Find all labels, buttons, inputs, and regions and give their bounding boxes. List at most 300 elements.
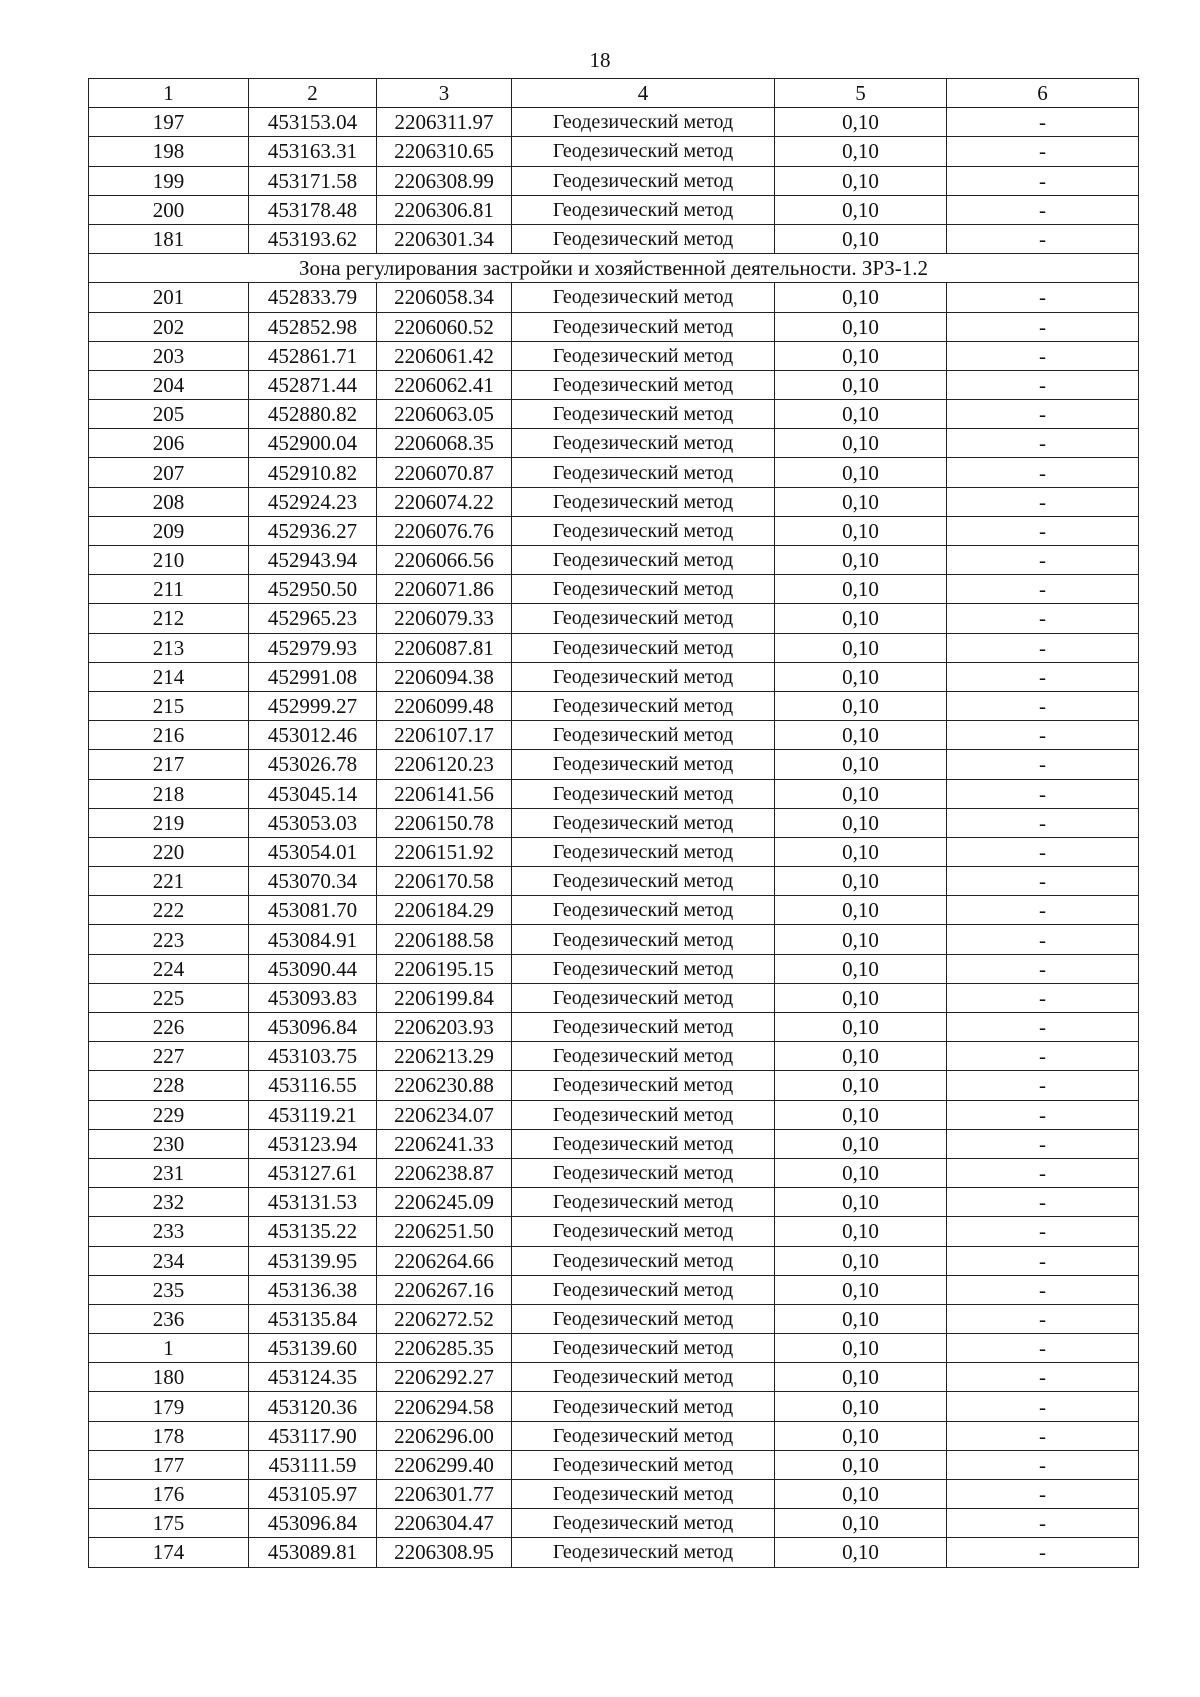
- point-number-cell: 231: [89, 1158, 249, 1187]
- accuracy-cell: 0,10: [775, 721, 947, 750]
- table-row: [89, 546, 1139, 575]
- accuracy-cell: 0,10: [775, 575, 947, 604]
- x-coordinate-cell: 453163.31: [249, 137, 377, 166]
- method-cell: Геодезический метод: [512, 954, 775, 983]
- column-header: 5: [775, 79, 947, 108]
- x-coordinate-cell: 453119.21: [249, 1100, 377, 1129]
- note-cell: -: [947, 1217, 1139, 1246]
- method-cell: Геодезический метод: [512, 400, 775, 429]
- x-coordinate-cell: 453054.01: [249, 837, 377, 866]
- x-coordinate-cell: 453135.84: [249, 1304, 377, 1333]
- accuracy-cell: 0,10: [775, 633, 947, 662]
- method-cell: Геодезический метод: [512, 1509, 775, 1538]
- table-row: [89, 604, 1139, 633]
- x-coordinate-cell: 453081.70: [249, 896, 377, 925]
- x-coordinate-cell: 453117.90: [249, 1421, 377, 1450]
- note-cell: -: [947, 166, 1139, 195]
- point-number-cell: 225: [89, 983, 249, 1012]
- accuracy-cell: 0,10: [775, 1509, 947, 1538]
- method-cell: Геодезический метод: [512, 896, 775, 925]
- x-coordinate-cell: 452950.50: [249, 575, 377, 604]
- x-coordinate-cell: 453111.59: [249, 1450, 377, 1479]
- accuracy-cell: 0,10: [775, 1275, 947, 1304]
- column-header: 6: [947, 79, 1139, 108]
- note-cell: -: [947, 224, 1139, 253]
- y-coordinate-cell: 2206230.88: [377, 1071, 512, 1100]
- method-cell: Геодезический метод: [512, 341, 775, 370]
- accuracy-cell: 0,10: [775, 1450, 947, 1479]
- y-coordinate-cell: 2206071.86: [377, 575, 512, 604]
- y-coordinate-cell: 2206060.52: [377, 312, 512, 341]
- x-coordinate-cell: 452910.82: [249, 458, 377, 487]
- y-coordinate-cell: 2206272.52: [377, 1304, 512, 1333]
- y-coordinate-cell: 2206213.29: [377, 1042, 512, 1071]
- point-number-cell: 181: [89, 224, 249, 253]
- note-cell: -: [947, 1100, 1139, 1129]
- note-cell: -: [947, 575, 1139, 604]
- x-coordinate-cell: 452943.94: [249, 546, 377, 575]
- method-cell: Геодезический метод: [512, 1304, 775, 1333]
- y-coordinate-cell: 2206251.50: [377, 1217, 512, 1246]
- table-row: [89, 1100, 1139, 1129]
- point-number-cell: 223: [89, 925, 249, 954]
- table-row: [89, 1421, 1139, 1450]
- y-coordinate-cell: 2206308.99: [377, 166, 512, 195]
- table-row: [89, 1363, 1139, 1392]
- y-coordinate-cell: 2206068.35: [377, 429, 512, 458]
- point-number-cell: 206: [89, 429, 249, 458]
- point-number-cell: 234: [89, 1246, 249, 1275]
- note-cell: -: [947, 925, 1139, 954]
- note-cell: -: [947, 779, 1139, 808]
- table-row: [89, 1158, 1139, 1187]
- accuracy-cell: 0,10: [775, 837, 947, 866]
- point-number-cell: 207: [89, 458, 249, 487]
- point-number-cell: 204: [89, 370, 249, 399]
- table-body: [89, 108, 1139, 1567]
- table-row: [89, 1450, 1139, 1479]
- point-number-cell: 228: [89, 1071, 249, 1100]
- y-coordinate-cell: 2206062.41: [377, 370, 512, 399]
- x-coordinate-cell: 453178.48: [249, 195, 377, 224]
- table-row: [89, 1509, 1139, 1538]
- note-cell: -: [947, 1042, 1139, 1071]
- method-cell: Геодезический метод: [512, 1100, 775, 1129]
- y-coordinate-cell: 2206188.58: [377, 925, 512, 954]
- accuracy-cell: 0,10: [775, 1421, 947, 1450]
- point-number-cell: 208: [89, 487, 249, 516]
- point-number-cell: 197: [89, 108, 249, 137]
- method-cell: Геодезический метод: [512, 1275, 775, 1304]
- table-row: [89, 896, 1139, 925]
- method-cell: Геодезический метод: [512, 1246, 775, 1275]
- method-cell: Геодезический метод: [512, 1158, 775, 1187]
- y-coordinate-cell: 2206076.76: [377, 516, 512, 545]
- table-row: [89, 837, 1139, 866]
- accuracy-cell: 0,10: [775, 516, 947, 545]
- note-cell: -: [947, 896, 1139, 925]
- table-row: [89, 487, 1139, 516]
- method-cell: Геодезический метод: [512, 283, 775, 312]
- method-cell: Геодезический метод: [512, 925, 775, 954]
- note-cell: -: [947, 867, 1139, 896]
- table-row: [89, 341, 1139, 370]
- table-row: [89, 1129, 1139, 1158]
- x-coordinate-cell: 453127.61: [249, 1158, 377, 1187]
- note-cell: -: [947, 633, 1139, 662]
- accuracy-cell: 0,10: [775, 312, 947, 341]
- method-cell: Геодезический метод: [512, 1538, 775, 1567]
- method-cell: Геодезический метод: [512, 370, 775, 399]
- note-cell: -: [947, 370, 1139, 399]
- point-number-cell: 215: [89, 691, 249, 720]
- point-number-cell: 179: [89, 1392, 249, 1421]
- table-row: [89, 1392, 1139, 1421]
- method-cell: Геодезический метод: [512, 195, 775, 224]
- accuracy-cell: 0,10: [775, 1042, 947, 1071]
- accuracy-cell: 0,10: [775, 983, 947, 1012]
- point-number-cell: 217: [89, 750, 249, 779]
- x-coordinate-cell: 453139.95: [249, 1246, 377, 1275]
- y-coordinate-cell: 2206066.56: [377, 546, 512, 575]
- accuracy-cell: 0,10: [775, 662, 947, 691]
- table-row: [89, 750, 1139, 779]
- method-cell: Геодезический метод: [512, 633, 775, 662]
- note-cell: -: [947, 1275, 1139, 1304]
- x-coordinate-cell: 452991.08: [249, 662, 377, 691]
- table-row: [89, 925, 1139, 954]
- note-cell: -: [947, 1480, 1139, 1509]
- point-number-cell: 227: [89, 1042, 249, 1071]
- table-row: [89, 429, 1139, 458]
- accuracy-cell: 0,10: [775, 896, 947, 925]
- method-cell: Геодезический метод: [512, 604, 775, 633]
- accuracy-cell: 0,10: [775, 487, 947, 516]
- note-cell: -: [947, 1188, 1139, 1217]
- method-cell: Геодезический метод: [512, 721, 775, 750]
- note-cell: -: [947, 546, 1139, 575]
- point-number-cell: 199: [89, 166, 249, 195]
- accuracy-cell: 0,10: [775, 166, 947, 195]
- note-cell: -: [947, 1421, 1139, 1450]
- x-coordinate-cell: 452833.79: [249, 283, 377, 312]
- point-number-cell: 213: [89, 633, 249, 662]
- table-row: [89, 195, 1139, 224]
- accuracy-cell: 0,10: [775, 458, 947, 487]
- x-coordinate-cell: 452900.04: [249, 429, 377, 458]
- y-coordinate-cell: 2206099.48: [377, 691, 512, 720]
- point-number-cell: 216: [89, 721, 249, 750]
- accuracy-cell: 0,10: [775, 1071, 947, 1100]
- method-cell: Геодезический метод: [512, 1129, 775, 1158]
- table-row: [89, 166, 1139, 195]
- table-row: [89, 954, 1139, 983]
- point-number-cell: 229: [89, 1100, 249, 1129]
- y-coordinate-cell: 2206238.87: [377, 1158, 512, 1187]
- point-number-cell: 209: [89, 516, 249, 545]
- method-cell: Геодезический метод: [512, 867, 775, 896]
- x-coordinate-cell: 453153.04: [249, 108, 377, 137]
- note-cell: -: [947, 341, 1139, 370]
- note-cell: -: [947, 458, 1139, 487]
- accuracy-cell: 0,10: [775, 546, 947, 575]
- table-row: [89, 867, 1139, 896]
- table-row: [89, 633, 1139, 662]
- table-row: [89, 1304, 1139, 1333]
- note-cell: -: [947, 1538, 1139, 1567]
- method-cell: Геодезический метод: [512, 1392, 775, 1421]
- table-row: [89, 1246, 1139, 1275]
- method-cell: Геодезический метод: [512, 983, 775, 1012]
- note-cell: -: [947, 429, 1139, 458]
- accuracy-cell: 0,10: [775, 1392, 947, 1421]
- y-coordinate-cell: 2206151.92: [377, 837, 512, 866]
- column-header: 4: [512, 79, 775, 108]
- method-cell: Геодезический метод: [512, 516, 775, 545]
- method-cell: Геодезический метод: [512, 224, 775, 253]
- coordinates-table: [88, 78, 1139, 1568]
- table-row: [89, 983, 1139, 1012]
- y-coordinate-cell: 2206170.58: [377, 867, 512, 896]
- method-cell: Геодезический метод: [512, 575, 775, 604]
- x-coordinate-cell: 453096.84: [249, 1509, 377, 1538]
- table-row: [89, 1013, 1139, 1042]
- note-cell: -: [947, 662, 1139, 691]
- accuracy-cell: 0,10: [775, 1217, 947, 1246]
- note-cell: -: [947, 691, 1139, 720]
- y-coordinate-cell: 2206150.78: [377, 808, 512, 837]
- table-row: [89, 400, 1139, 429]
- point-number-cell: 1: [89, 1334, 249, 1363]
- x-coordinate-cell: 453096.84: [249, 1013, 377, 1042]
- table-row: [89, 458, 1139, 487]
- method-cell: Геодезический метод: [512, 108, 775, 137]
- accuracy-cell: 0,10: [775, 400, 947, 429]
- point-number-cell: 201: [89, 283, 249, 312]
- y-coordinate-cell: 2206301.77: [377, 1480, 512, 1509]
- column-header: 1: [89, 79, 249, 108]
- note-cell: -: [947, 1129, 1139, 1158]
- x-coordinate-cell: 452852.98: [249, 312, 377, 341]
- x-coordinate-cell: 452936.27: [249, 516, 377, 545]
- accuracy-cell: 0,10: [775, 1363, 947, 1392]
- x-coordinate-cell: 453123.94: [249, 1129, 377, 1158]
- page-number: 18: [589, 48, 611, 72]
- point-number-cell: 175: [89, 1509, 249, 1538]
- method-cell: Геодезический метод: [512, 166, 775, 195]
- point-number-cell: 202: [89, 312, 249, 341]
- x-coordinate-cell: 453135.22: [249, 1217, 377, 1246]
- x-coordinate-cell: 452965.23: [249, 604, 377, 633]
- table-row: [89, 721, 1139, 750]
- method-cell: Геодезический метод: [512, 808, 775, 837]
- point-number-cell: 236: [89, 1304, 249, 1333]
- y-coordinate-cell: 2206087.81: [377, 633, 512, 662]
- x-coordinate-cell: 453193.62: [249, 224, 377, 253]
- point-number-cell: 214: [89, 662, 249, 691]
- accuracy-cell: 0,10: [775, 808, 947, 837]
- x-coordinate-cell: 453124.35: [249, 1363, 377, 1392]
- accuracy-cell: 0,10: [775, 1246, 947, 1275]
- y-coordinate-cell: 2206311.97: [377, 108, 512, 137]
- section-title: Зона регулирования застройки и хозяйственной деятельности. ЗРЗ-1.2: [89, 254, 1139, 283]
- accuracy-cell: 0,10: [775, 429, 947, 458]
- y-coordinate-cell: 2206074.22: [377, 487, 512, 516]
- point-number-cell: 177: [89, 1450, 249, 1479]
- point-number-cell: 233: [89, 1217, 249, 1246]
- point-number-cell: 222: [89, 896, 249, 925]
- x-coordinate-cell: 453136.38: [249, 1275, 377, 1304]
- x-coordinate-cell: 453103.75: [249, 1042, 377, 1071]
- note-cell: -: [947, 1509, 1139, 1538]
- method-cell: Геодезический метод: [512, 1480, 775, 1509]
- x-coordinate-cell: 453070.34: [249, 867, 377, 896]
- accuracy-cell: 0,10: [775, 1158, 947, 1187]
- accuracy-cell: 0,10: [775, 1480, 947, 1509]
- accuracy-cell: 0,10: [775, 954, 947, 983]
- method-cell: Геодезический метод: [512, 1217, 775, 1246]
- note-cell: -: [947, 487, 1139, 516]
- point-number-cell: 174: [89, 1538, 249, 1567]
- table-row: [89, 224, 1139, 253]
- note-cell: -: [947, 983, 1139, 1012]
- accuracy-cell: 0,10: [775, 691, 947, 720]
- table-row: [89, 779, 1139, 808]
- accuracy-cell: 0,10: [775, 750, 947, 779]
- accuracy-cell: 0,10: [775, 1129, 947, 1158]
- note-cell: -: [947, 721, 1139, 750]
- table-row: [89, 691, 1139, 720]
- note-cell: -: [947, 1158, 1139, 1187]
- x-coordinate-cell: 453105.97: [249, 1480, 377, 1509]
- x-coordinate-cell: 453053.03: [249, 808, 377, 837]
- note-cell: -: [947, 312, 1139, 341]
- point-number-cell: 200: [89, 195, 249, 224]
- note-cell: -: [947, 1392, 1139, 1421]
- y-coordinate-cell: 2206308.95: [377, 1538, 512, 1567]
- note-cell: -: [947, 516, 1139, 545]
- y-coordinate-cell: 2206120.23: [377, 750, 512, 779]
- point-number-cell: 180: [89, 1363, 249, 1392]
- y-coordinate-cell: 2206267.16: [377, 1275, 512, 1304]
- accuracy-cell: 0,10: [775, 341, 947, 370]
- note-cell: -: [947, 1071, 1139, 1100]
- y-coordinate-cell: 2206234.07: [377, 1100, 512, 1129]
- accuracy-cell: 0,10: [775, 779, 947, 808]
- x-coordinate-cell: 452999.27: [249, 691, 377, 720]
- note-cell: -: [947, 283, 1139, 312]
- note-cell: -: [947, 137, 1139, 166]
- table-row: [89, 1275, 1139, 1304]
- method-cell: Геодезический метод: [512, 662, 775, 691]
- y-coordinate-cell: 2206070.87: [377, 458, 512, 487]
- table-row: [89, 1538, 1139, 1567]
- y-coordinate-cell: 2206063.05: [377, 400, 512, 429]
- y-coordinate-cell: 2206304.47: [377, 1509, 512, 1538]
- method-cell: Геодезический метод: [512, 1013, 775, 1042]
- accuracy-cell: 0,10: [775, 1304, 947, 1333]
- method-cell: Геодезический метод: [512, 1450, 775, 1479]
- method-cell: Геодезический метод: [512, 312, 775, 341]
- x-coordinate-cell: 452924.23: [249, 487, 377, 516]
- point-number-cell: 178: [89, 1421, 249, 1450]
- note-cell: -: [947, 1304, 1139, 1333]
- y-coordinate-cell: 2206199.84: [377, 983, 512, 1012]
- x-coordinate-cell: 453090.44: [249, 954, 377, 983]
- table-row: [89, 312, 1139, 341]
- x-coordinate-cell: 452979.93: [249, 633, 377, 662]
- method-cell: Геодезический метод: [512, 1421, 775, 1450]
- y-coordinate-cell: 2206301.34: [377, 224, 512, 253]
- table-row: [89, 662, 1139, 691]
- point-number-cell: 198: [89, 137, 249, 166]
- accuracy-cell: 0,10: [775, 283, 947, 312]
- y-coordinate-cell: 2206184.29: [377, 896, 512, 925]
- y-coordinate-cell: 2206264.66: [377, 1246, 512, 1275]
- table-row: [89, 370, 1139, 399]
- table-header-row: [89, 79, 1139, 108]
- y-coordinate-cell: 2206061.42: [377, 341, 512, 370]
- note-cell: -: [947, 1334, 1139, 1363]
- y-coordinate-cell: 2206296.00: [377, 1421, 512, 1450]
- section-row: [89, 254, 1139, 283]
- point-number-cell: 224: [89, 954, 249, 983]
- table-row: [89, 516, 1139, 545]
- x-coordinate-cell: 453116.55: [249, 1071, 377, 1100]
- note-cell: -: [947, 108, 1139, 137]
- point-number-cell: 235: [89, 1275, 249, 1304]
- point-number-cell: 219: [89, 808, 249, 837]
- y-coordinate-cell: 2206310.65: [377, 137, 512, 166]
- y-coordinate-cell: 2206094.38: [377, 662, 512, 691]
- x-coordinate-cell: 453139.60: [249, 1334, 377, 1363]
- table-row: [89, 808, 1139, 837]
- method-cell: Геодезический метод: [512, 779, 775, 808]
- table-row: [89, 283, 1139, 312]
- table-row: [89, 1334, 1139, 1363]
- method-cell: Геодезический метод: [512, 837, 775, 866]
- x-coordinate-cell: 453084.91: [249, 925, 377, 954]
- table-row: [89, 575, 1139, 604]
- method-cell: Геодезический метод: [512, 691, 775, 720]
- note-cell: -: [947, 1450, 1139, 1479]
- table-row: [89, 1188, 1139, 1217]
- method-cell: Геодезический метод: [512, 137, 775, 166]
- y-coordinate-cell: 2206058.34: [377, 283, 512, 312]
- accuracy-cell: 0,10: [775, 1334, 947, 1363]
- y-coordinate-cell: 2206294.58: [377, 1392, 512, 1421]
- table-row: [89, 137, 1139, 166]
- x-coordinate-cell: 452871.44: [249, 370, 377, 399]
- table-row: [89, 1480, 1139, 1509]
- accuracy-cell: 0,10: [775, 925, 947, 954]
- method-cell: Геодезический метод: [512, 1042, 775, 1071]
- x-coordinate-cell: 453026.78: [249, 750, 377, 779]
- method-cell: Геодезический метод: [512, 1188, 775, 1217]
- point-number-cell: 176: [89, 1480, 249, 1509]
- x-coordinate-cell: 453171.58: [249, 166, 377, 195]
- y-coordinate-cell: 2206203.93: [377, 1013, 512, 1042]
- point-number-cell: 211: [89, 575, 249, 604]
- column-header: 2: [249, 79, 377, 108]
- accuracy-cell: 0,10: [775, 1013, 947, 1042]
- accuracy-cell: 0,10: [775, 1538, 947, 1567]
- method-cell: Геодезический метод: [512, 458, 775, 487]
- note-cell: -: [947, 1363, 1139, 1392]
- accuracy-cell: 0,10: [775, 224, 947, 253]
- x-coordinate-cell: 453045.14: [249, 779, 377, 808]
- x-coordinate-cell: 453131.53: [249, 1188, 377, 1217]
